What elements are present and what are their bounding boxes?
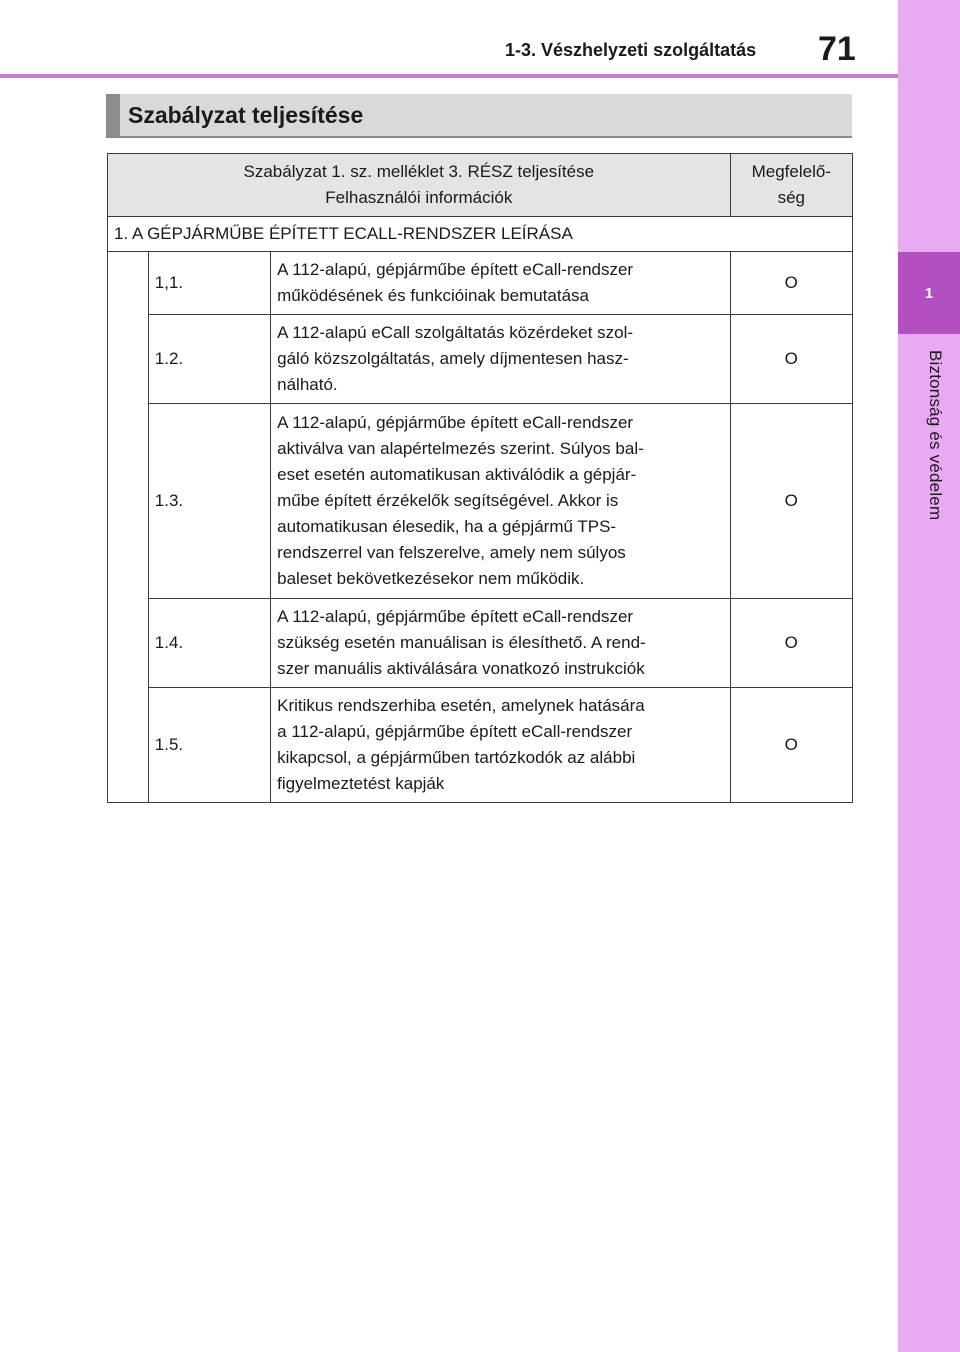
description-line: figyelmeztetést kapják [277, 774, 445, 793]
description-line: Kritikus rendszerhiba esetén, amelynek hatására [277, 696, 645, 715]
table-row [108, 315, 853, 404]
description-line: szükség esetén manuálisan is élesíthető. A rend- [277, 633, 646, 652]
indent-cell [108, 252, 149, 803]
header-compliance-line: ség [777, 188, 805, 207]
description-line: nálható. [277, 375, 338, 394]
row-description [271, 404, 730, 599]
row-compliance: O [730, 404, 852, 599]
description-line: A 112-alapú, gépjárműbe épített eCall-rendszer [277, 260, 634, 279]
table-row [108, 404, 853, 599]
description-line: gáló közszolgáltatás, amely díjmentesen hasz- [277, 349, 629, 368]
header-compliance-line: Megfelelő- [751, 162, 831, 181]
running-header-title: 1-3. Vészhelyzeti szolgáltatás [505, 40, 757, 60]
header-compliance-cell [730, 154, 852, 217]
table-subheading-row [108, 217, 853, 252]
table-row [108, 688, 853, 803]
description-line: kikapcsol, a gépjárműben tartózkodók az alábbi [277, 748, 636, 767]
section-heading-text: Szabályzat teljesítése [128, 101, 364, 128]
description-line: A 112-alapú, gépjárműbe épített eCall-rendszer [277, 607, 634, 626]
row-number: 1.2. [148, 315, 270, 404]
row-compliance: O [730, 252, 852, 315]
section-heading [106, 94, 852, 138]
subheading-cell: 1. A GÉPJÁRMŰBE ÉPÍTETT ECALL-RENDSZER LEÍRÁSA [108, 217, 853, 252]
row-compliance: O [730, 599, 852, 688]
description-line: automatikusan élesedik, ha a gépjármű TPS- [277, 517, 617, 536]
page-number: 71 [818, 30, 856, 68]
description-line: A 112-alapú eCall szolgáltatás közérdeket szol- [277, 323, 634, 342]
description-line: eset esetén automatikusan aktiválódik a gépjár- [277, 465, 637, 484]
header-subtitle-line: Felhasználói információk [325, 188, 513, 207]
row-number: 1.5. [148, 688, 270, 803]
table-row [108, 599, 853, 688]
side-tab [898, 0, 960, 1352]
row-description [271, 315, 730, 404]
row-number: 1.3. [148, 404, 270, 599]
chapter-number: 1 [924, 284, 934, 302]
chapter-title: Biztonság és védelem [926, 350, 945, 521]
row-description [271, 599, 730, 688]
description-line: A 112-alapú, gépjárműbe épített eCall-rendszer [277, 413, 634, 432]
regulation-compliance-table [107, 153, 853, 803]
row-compliance: O [730, 688, 852, 803]
description-line: műbe épített érzékelők segítségével. Akkor is [277, 491, 619, 510]
description-line: rendszerrel van felszerelve, amely nem súlyos [277, 543, 626, 562]
description-line: működésének és funkcióinak bemutatása [277, 286, 589, 305]
header-divider [0, 74, 898, 78]
description-line: a 112-alapú, gépjárműbe épített eCall-rendszer [277, 722, 633, 741]
description-line: aktiválva van alapértelmezés szerint. Súlyos bal- [277, 439, 644, 458]
row-number: 1,1. [148, 252, 270, 315]
description-line: baleset bekövetkezésekor nem működik. [277, 569, 585, 588]
table-header-row [108, 154, 853, 217]
row-description [271, 688, 730, 803]
chapter-number-badge [898, 252, 960, 334]
header-title-line: Szabályzat 1. sz. melléklet 3. RÉSZ teljesítése [243, 162, 595, 181]
description-line: szer manuális aktiválására vonatkozó instrukciók [277, 659, 645, 678]
row-compliance: O [730, 315, 852, 404]
section-heading-accent-bar [106, 94, 120, 136]
row-description [271, 252, 730, 315]
row-number: 1.4. [148, 599, 270, 688]
table-row [108, 252, 853, 315]
header-title-cell [108, 154, 731, 217]
